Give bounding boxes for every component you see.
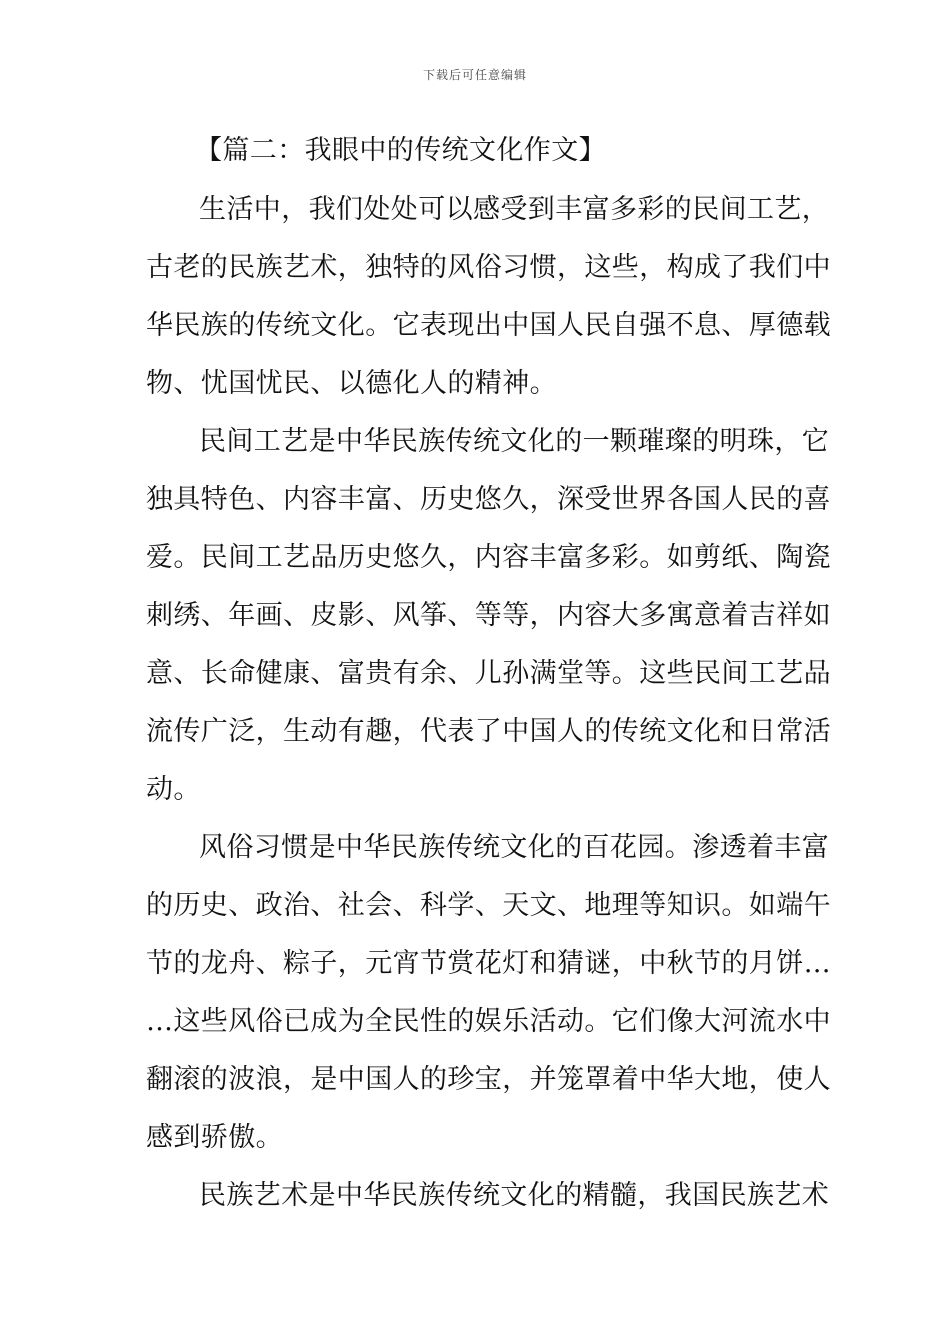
paragraph-3-line-4: …这些风俗已成为全民性的娱乐活动。它们像大河流水中 [146, 1006, 831, 1037]
essay-title: 【篇二：我眼中的传统文化作文】 [195, 135, 606, 166]
paragraph-2-line-6: 流传广泛，生动有趣，代表了中国人的传统文化和日常活 [146, 716, 831, 747]
paragraph-1-line-2: 古老的民族艺术，独特的风俗习惯，这些，构成了我们中 [146, 252, 831, 283]
paragraph-2-line-4: 刺绣、年画、皮影、风筝、等等，内容大多寓意着吉祥如 [146, 600, 831, 631]
paragraph-4-line-1: 民族艺术是中华民族传统文化的精髓，我国民族艺术 [199, 1180, 830, 1211]
paragraph-1-line-4: 物、忧国忧民、以德化人的精神。 [146, 368, 557, 399]
paragraph-3-line-1: 风俗习惯是中华民族传统文化的百花园。渗透着丰富 [199, 832, 830, 863]
paragraph-2-line-2: 独具特色、内容丰富、历史悠久，深受世界各国人民的喜 [146, 484, 831, 515]
paragraph-1-line-3: 华民族的传统文化。它表现出中国人民自强不息、厚德载 [146, 310, 831, 341]
paragraph-2-line-3: 爱。民间工艺品历史悠久，内容丰富多彩。如剪纸、陶瓷 [146, 542, 831, 573]
paragraph-3-line-5: 翻滚的波浪，是中国人的珍宝，并笼罩着中华大地，使人 [146, 1064, 831, 1095]
paragraph-2-line-7: 动。 [146, 774, 201, 805]
paragraph-3-line-3: 节的龙舟、粽子，元宵节赏花灯和猜谜，中秋节的月饼… [146, 948, 831, 979]
header-note: 下载后可任意编辑 [422, 68, 527, 82]
paragraph-3-line-2: 的历史、政治、社会、科学、天文、地理等知识。如端午 [146, 890, 831, 921]
paragraph-2-line-5: 意、长命健康、富贵有余、儿孙满堂等。这些民间工艺品 [146, 658, 831, 689]
paragraph-3-line-6: 感到骄傲。 [146, 1122, 283, 1153]
paragraph-2-line-1: 民间工艺是中华民族传统文化的一颗璀璨的明珠，它 [199, 426, 830, 457]
paragraph-1-line-1: 生活中，我们处处可以感受到丰富多彩的民间工艺， [199, 194, 830, 225]
